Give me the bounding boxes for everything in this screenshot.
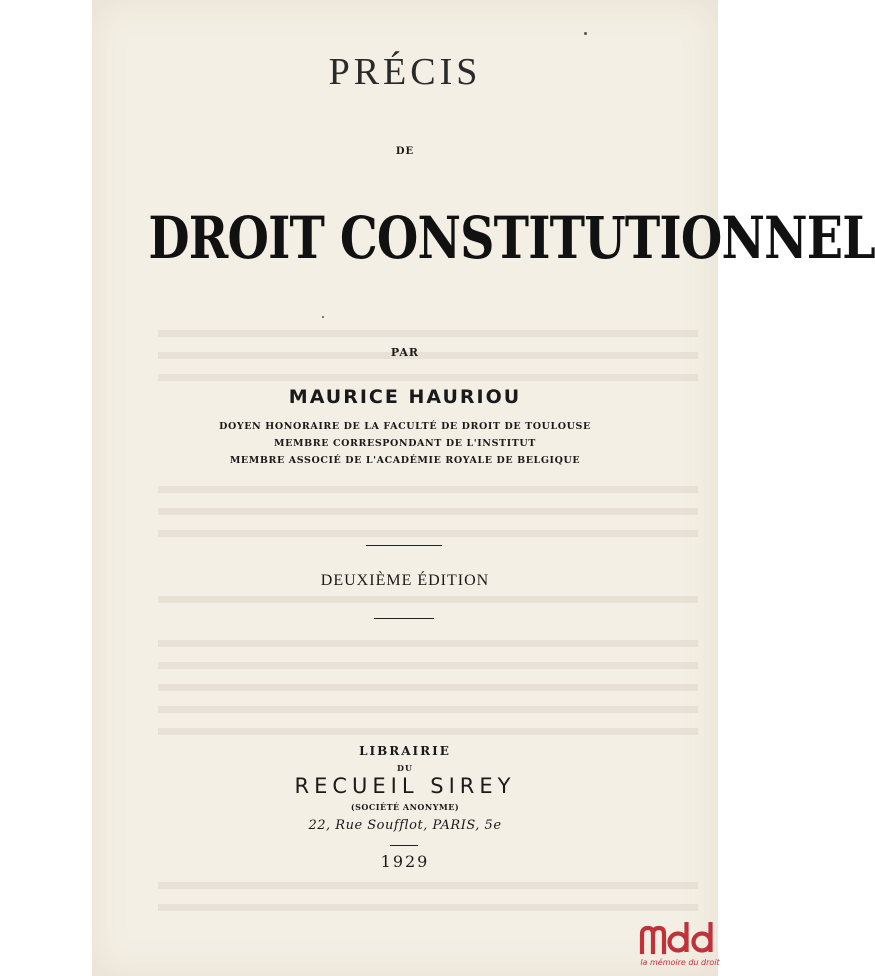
divider-rule bbox=[374, 618, 434, 619]
edition: DEUXIÈME ÉDITION bbox=[320, 572, 490, 589]
publisher-librairie: LIBRAIRIE bbox=[359, 744, 451, 758]
publication-year: 1929 bbox=[380, 852, 430, 871]
divider-rule bbox=[390, 845, 418, 846]
scanned-page bbox=[92, 0, 875, 976]
author-credential: MEMBRE CORRESPONDANT DE L'INSTITUT bbox=[274, 438, 536, 449]
book-title: PRÉCIS bbox=[328, 51, 482, 93]
book-subject: DROIT CONSTITUTIONNEL bbox=[148, 204, 875, 272]
byline-par: PAR bbox=[390, 346, 420, 359]
author-credential: DOYEN HONORAIRE DE LA FACULTÉ DE DROIT DE TOULOUSE bbox=[219, 421, 591, 432]
title-connector: DE bbox=[395, 146, 415, 157]
mdd-logo bbox=[640, 920, 720, 972]
publisher-address: 22, Rue Soufflot, PARIS, 5e bbox=[308, 818, 502, 833]
publisher-name: RECUEIL SIREY bbox=[294, 774, 516, 798]
publisher-company-type: (SOCIÉTÉ ANONYME) bbox=[350, 802, 460, 812]
logo-caption: la mémoire du droit bbox=[640, 958, 720, 967]
divider-rule bbox=[366, 545, 442, 546]
title-page bbox=[92, 0, 875, 976]
author-name: MAURICE HAURIOU bbox=[288, 386, 522, 408]
author-credential: MEMBRE ASSOCIÉ DE L'ACADÉMIE ROYALE DE BELGIQUE bbox=[229, 455, 581, 466]
publisher-connector: DU bbox=[397, 763, 413, 773]
mdd-logo-icon bbox=[640, 920, 720, 954]
